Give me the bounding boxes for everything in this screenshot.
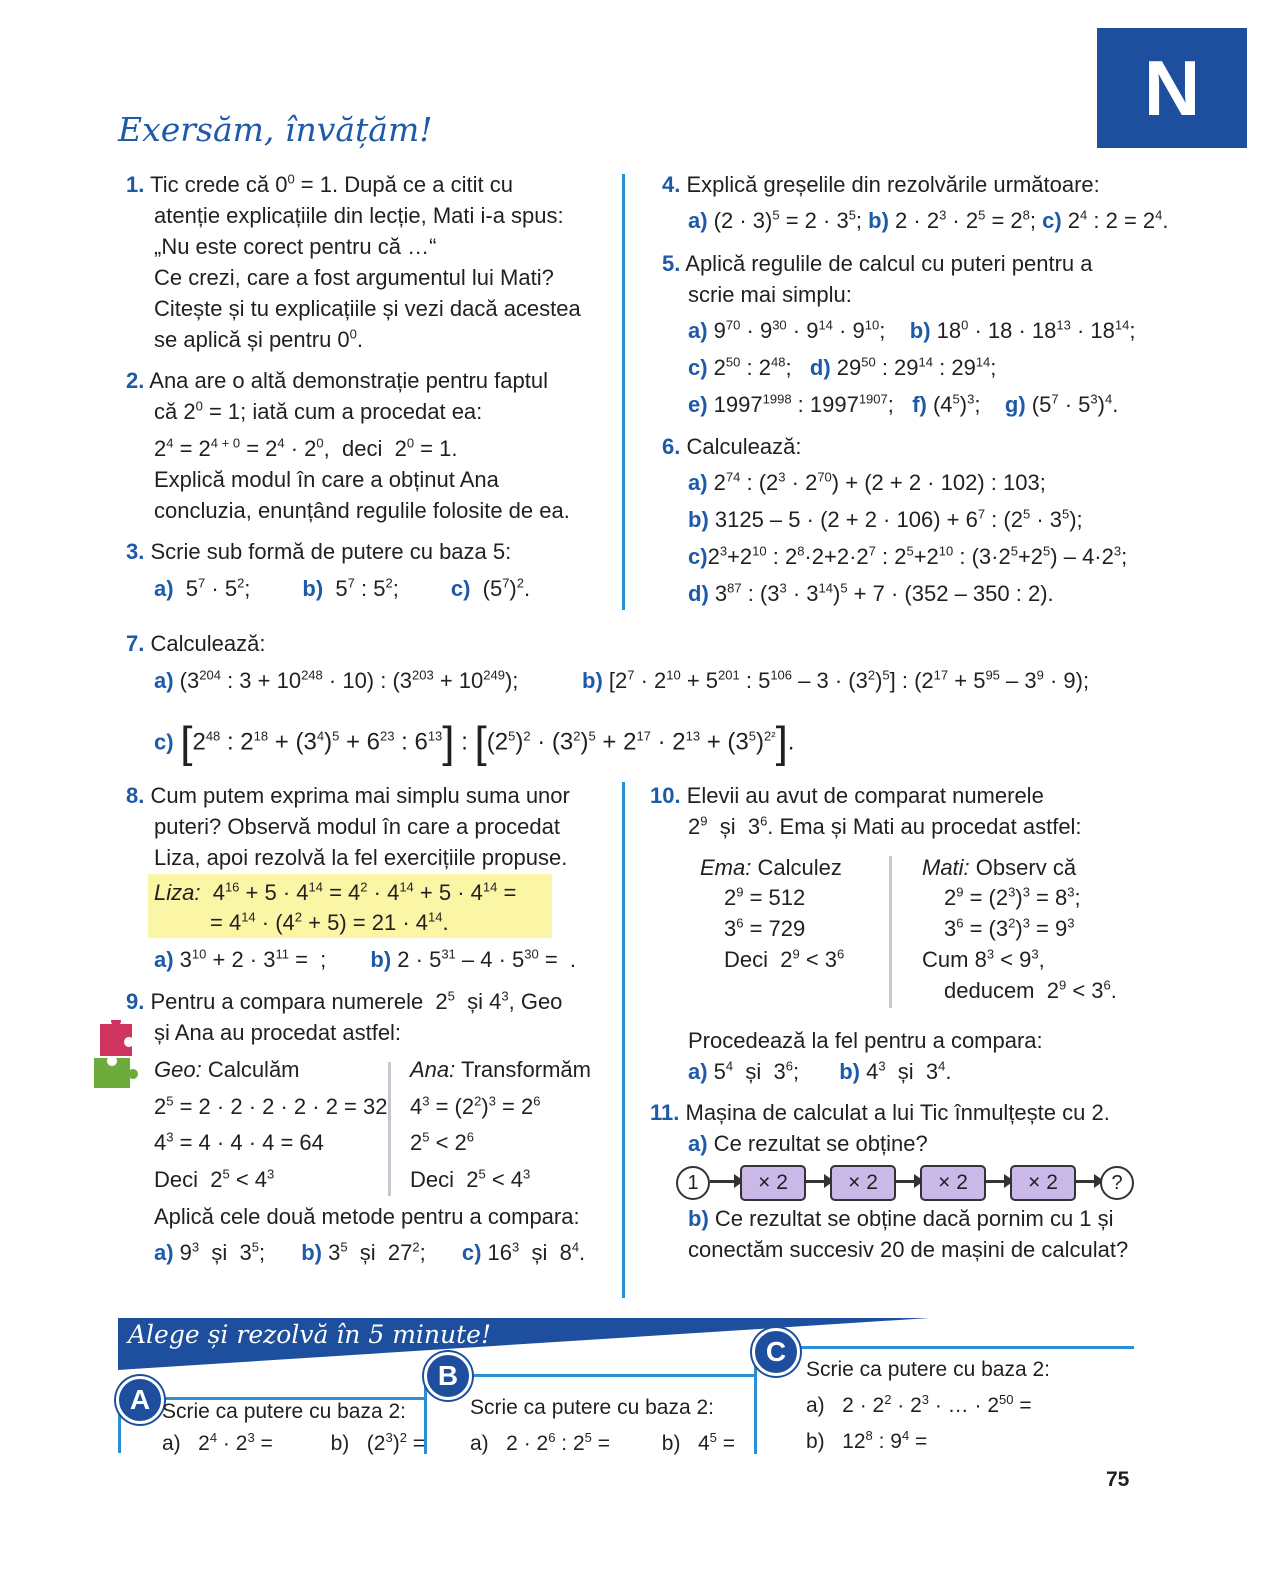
chain-arrow — [806, 1180, 826, 1183]
mati-l2: $3^6 = (3^2)^3 = 9^3$ — [944, 915, 1075, 941]
ex8-line1: Cum putem exprima mai simplu suma unor — [150, 783, 570, 808]
ex2-line5: concluzia, enunțând regulile folosite de ea. — [154, 498, 570, 523]
card-b-badge: B — [424, 1352, 472, 1400]
ex3-number: 3. — [126, 539, 145, 564]
ex6-number: 6. — [662, 434, 681, 459]
card-b-prompt: Scrie ca putere cu baza 2: — [470, 1396, 714, 1419]
ema-l3: Deci $2^9 < 3^6$ — [724, 946, 845, 972]
ema-heading: Ema: Calculez — [700, 855, 842, 880]
ex9-number: 9. — [126, 989, 145, 1014]
puzzle-icon — [92, 1020, 138, 1092]
liza-line2: = $4^{14} \cdot (4^2 + 5) = 21 \cdot 4^{14}$. — [210, 909, 449, 935]
ex10-proc: Procedează la fel pentru a compara: — [688, 1028, 1043, 1053]
ex10-divider — [889, 856, 892, 1008]
ex7-line1: Calculează: — [150, 631, 266, 656]
card-c-a: a) $2 \cdot 2^2 \cdot 2^3$ · … · $2^{50}$ = — [806, 1392, 1032, 1417]
chain-start: 1 — [676, 1166, 710, 1200]
multiply-box-1: × 2 — [740, 1165, 806, 1201]
ex2-line2b: = 1; iată cum a procedat ea: — [202, 399, 483, 424]
ex5-number: 5. — [662, 251, 681, 276]
card-c-line — [754, 1346, 1134, 1349]
ex9-line1: Pentru a compara numerele — [150, 989, 424, 1014]
ex1-line6: se aplică și pentru 0 — [154, 327, 350, 352]
ex10-items: a) $5^4$ și $3^6$; b) $4^3$ și $3^4$. — [688, 1058, 952, 1084]
ex5-row3: e) $1997^{1998}$ : $1997^{1907}$; f) $(4^5)^3$; g) $(5^7 \cdot 5^3)^4$. — [688, 391, 1119, 417]
ex7-a: a) ($3^{204}$ : $3 + 10^{248} \cdot 10$) : $(3^{203} + 10^{249})$; — [154, 667, 519, 693]
card-b-line — [424, 1374, 756, 1377]
ex10-line1: Elevii au avut de comparat numerele — [686, 783, 1044, 808]
chain-arrow — [896, 1180, 916, 1183]
ana-l3: Deci $2^5 < 4^3$ — [410, 1166, 531, 1192]
ex5-line2: scrie mai simplu: — [688, 282, 852, 307]
ex2-line4: Explică modul în care a obținut Ana — [154, 467, 499, 492]
ex9-items: a) $9^3$ și $3^5$; b) $3^5$ și $27^2$; c) $16^3$ și $8^4$. — [154, 1239, 586, 1265]
ex2-line2: că 2 — [154, 399, 196, 424]
geo-l2: $4^3 = 4 \cdot 4 \cdot 4 = 64$ — [154, 1129, 324, 1155]
ex2-line1: Ana are o altă demonstrație pentru faptul — [149, 368, 548, 393]
card-c-badge: C — [752, 1328, 800, 1376]
ex6-b: b) $3125 - 5 \cdot (2 + 2 \cdot 106) + 6^7$ : $(2^5 \cdot 3^5)$; — [688, 506, 1083, 532]
ex10-line2: $2^9$ și $3^6$. Ema și Mati au procedat astfel: — [688, 813, 1082, 839]
ex9-divider — [388, 1062, 391, 1196]
ex10-number: 10. — [650, 783, 681, 808]
ex6-c: $c)2^3+2^{10}$ : $2^8\cdot 2+2\cdot 2^7$ : $2^5+2^{10}$ : $(3\cdot 2^5+2^5) - 4\cdot 2^3$; — [688, 543, 1128, 569]
ex1-number: 1. — [126, 172, 145, 197]
column-divider-bottom — [622, 782, 625, 1298]
geo-l1: $2^5 = 2 \cdot 2 \cdot 2 \cdot 2 \cdot 2 = 32$ — [154, 1093, 388, 1119]
ex1-line1: Tic crede că 0 — [150, 172, 288, 197]
page-number: 75 — [1106, 1468, 1130, 1491]
ex9-apply: Aplică cele două metode pentru a compara: — [154, 1204, 580, 1229]
ex2-formula: $2^4 = 2^{4 + 0} = 2^4 \cdot 2^0$, deci $2^0 = 1$. — [154, 435, 458, 461]
ex7-c: c) [$2^{48}$ : $2^{18} + (3^4)^5 + 6^{23}$ : $6^{13}$] : $[(2^5)^2 \cdot (3^2)^5 + 2^{17} \cdot 2^{13} + (3^5)^{2^2}]$. — [154, 718, 795, 767]
ex11-a: a) Ce rezultat se obține? — [688, 1131, 928, 1156]
ex1-line2: atenție explicațiile din lecție, Mati i-a spus: — [154, 203, 564, 228]
ex8-number: 8. — [126, 783, 145, 808]
ex8-line3: Liza, apoi rezolvă la fel exercițiile propuse. — [154, 845, 568, 870]
card-b-items: a) $2 \cdot 2^6$ : $2^5 = b$) $4^5$ = — [470, 1430, 735, 1455]
ex1-line4: Ce crezi, care a fost argumentul lui Mati? — [154, 265, 554, 290]
ex7-b: b) [$2^7 \cdot 2^{10} + 5^{201}$ : $5^{106} - 3 \cdot (3^2)^5$] : $(2^{17} + 5^{95} - 3^9 \cdot 9)$; — [582, 667, 1090, 693]
geo-l3: Deci $2^5 < 4^3$ — [154, 1166, 275, 1192]
ema-l1: $2^9 = 512$ — [724, 884, 806, 910]
card-a-prompt: Scrie ca putere cu baza 2: — [162, 1400, 406, 1423]
ex11-b2: conectăm succesiv 20 de mașini de calculat? — [688, 1237, 1129, 1262]
ex4-line1: Explică greșelile din rezolvările următoare: — [686, 172, 1100, 197]
ex7-number: 7. — [126, 631, 145, 656]
ex6-a: a) $2^{74}$ : $(2^3 \cdot 2^{70}) + (2 + 2 \cdot 102)$ : 103; — [688, 469, 1046, 495]
ex9-line2: și Ana au procedat astfel: — [154, 1020, 402, 1045]
card-a-badge: A — [116, 1376, 164, 1424]
ex1-line6b: . — [356, 327, 364, 352]
column-divider-top — [622, 174, 625, 610]
ex1-line5: Citește și tu explicațiile și vezi dacă acestea — [154, 296, 581, 321]
ex3-line1: Scrie sub formă de putere cu baza 5: — [150, 539, 512, 564]
ex4-number: 4. — [662, 172, 681, 197]
banner-text: Alege și rezolvă în 5 minute! — [128, 1320, 491, 1349]
mati-heading: Mati: Observ că — [922, 855, 1077, 880]
liza-line1: Liza: $4^{16} + 5 \cdot 4^{14} = 4^2 \cdot 4^{14} + 5 \cdot 4^{14}$ = — [154, 879, 517, 905]
geo-heading: Geo: Calculăm — [154, 1057, 300, 1082]
chain-arrow — [710, 1180, 736, 1183]
multiply-box-4: × 2 — [1010, 1165, 1076, 1201]
chain-end: ? — [1100, 1166, 1134, 1200]
ex11-number: 11. — [650, 1100, 680, 1125]
ex6-line1: Calculează: — [686, 434, 802, 459]
mati-l1: $2^9 = (2^3)^3 = 8^3$; — [944, 884, 1081, 910]
ex3-items: a) $5^7 \cdot 5^2$; b) $5^7$ : $5^2$; c) $(5^7)^2$. — [154, 575, 531, 601]
mati-l4: deducem $2^9 < 3^6$. — [944, 977, 1117, 1003]
ana-heading: Ana: Transformăm — [410, 1057, 591, 1082]
card-c-prompt: Scrie ca putere cu baza 2: — [806, 1358, 1050, 1381]
ex2-number: 2. — [126, 368, 145, 393]
ana-l2: $2^5 < 2^6$ — [410, 1129, 475, 1155]
ex8-items: a) $3^{10} + 2 \cdot 3^{11}$ = ; b) $2 \cdot 5^{31} - 4 \cdot 5^{30}$ = . — [154, 946, 577, 972]
multiply-box-3: × 2 — [920, 1165, 986, 1201]
ex4-items: a) $(2 \cdot 3)^5 = 2 \cdot 3^5$; b) $2 \cdot 2^3 \cdot 2^5 = 2^8$; c) $2^4$ : $2 = 2^4$. — [688, 207, 1169, 233]
ex6-d: d) $3^{87}$ : $(3^3 \cdot 3^{14})^5 + 7 \cdot (352 - 350$ : 2). — [688, 580, 1054, 606]
ex5-row2: c) $2^{50}$ : $2^{48}$; d) $29^{50}$ : $29^{14}$ : $29^{14}$; — [688, 354, 997, 380]
ex8-line2: puteri? Observă modul în care a procedat — [154, 814, 561, 839]
ex1-line1b: = 1. După ce a citit cu — [294, 172, 513, 197]
ana-l1: $4^3 = (2^2)^3 = 2^6$ — [410, 1093, 541, 1119]
chain-arrow — [1076, 1180, 1096, 1183]
multiply-box-2: × 2 — [830, 1165, 896, 1201]
ex5-line1: Aplică regulile de calcul cu puteri pentru a — [685, 251, 1093, 276]
ex11-line1: Mașina de calculat a lui Tic înmulțește cu 2. — [685, 1100, 1110, 1125]
mati-l3: Cum $8^3 < 9^3$, — [922, 946, 1045, 972]
ex5-row1: a) $9^{70} \cdot 9^{30} \cdot 9^{14} \cdot 9^{10}$; b) $18^0 \cdot 18 \cdot 18^{13} \cdot 18^{14}$; — [688, 317, 1136, 343]
chain-arrow — [986, 1180, 1006, 1183]
ex1-line3: „Nu este corect pentru că …“ — [154, 234, 437, 259]
card-a-items: a) $2^4 \cdot 2^3 = b$) $(2^3)^2$ = — [162, 1430, 426, 1455]
card-c-b: b) $12^8$ : $9^4$ = — [806, 1428, 928, 1453]
page-title: Exersăm, învățăm! — [118, 110, 433, 149]
section-tag: N — [1097, 28, 1247, 148]
ex11-b: b) Ce rezultat se obține dacă pornim cu 1 și — [688, 1206, 1114, 1231]
ema-l2: $3^6 = 729$ — [724, 915, 806, 941]
